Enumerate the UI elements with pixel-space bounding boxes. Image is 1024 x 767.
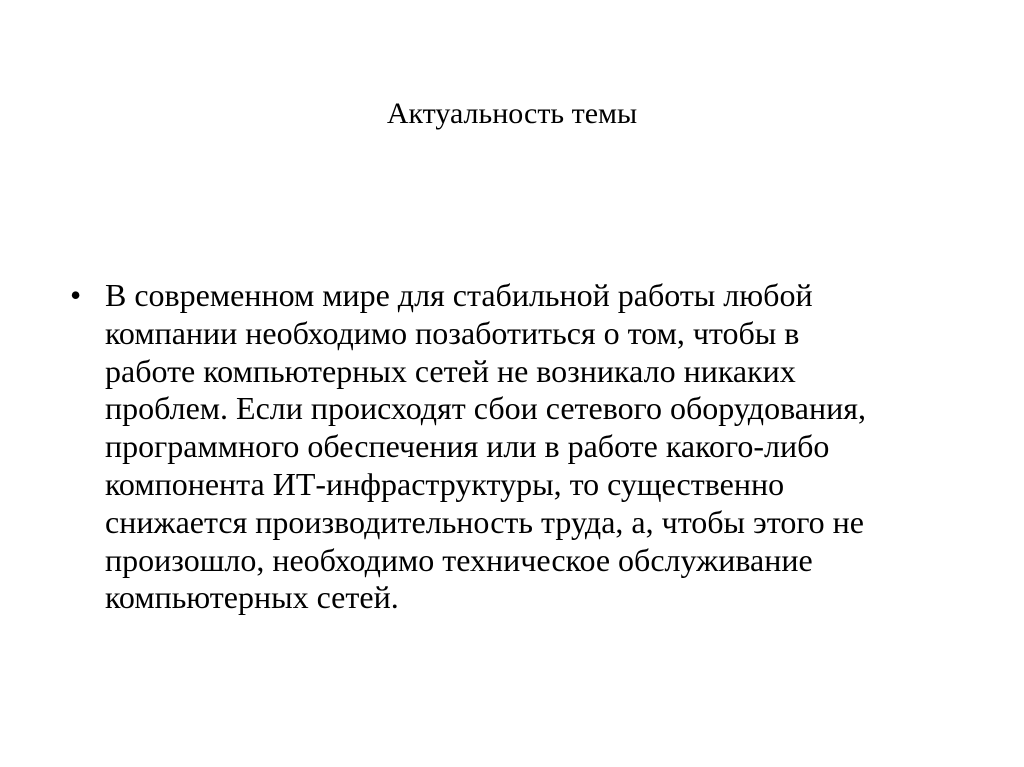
bullet-text-line-8: произошло, необходимо техническое обслуживание xyxy=(105,541,813,578)
bullet-list xyxy=(70,277,930,617)
bullet-item xyxy=(70,277,930,617)
bullet-text-line-3: работе компьютерных сетей не возникало никаких xyxy=(105,352,796,389)
bullet-text-line-4: проблем. Если происходят сбои сетевого оборудования, xyxy=(105,390,866,427)
bullet-dot-icon: • xyxy=(70,277,82,313)
bullet-text-line-7: снижается производительность труда, а, чтобы этого не xyxy=(105,503,864,540)
slide-title: Актуальность темы xyxy=(386,97,638,130)
bullet-text-line-9: компьютерных сетей. xyxy=(105,579,399,616)
bullet-text-line-2: компании необходимо позаботиться о том, чтобы в xyxy=(105,314,800,351)
bullet-text-line-5: программного обеспечения или в работе какого-либо xyxy=(105,428,830,465)
bullet-text-line-6: компонента ИТ-инфраструктуры, то существенно xyxy=(105,465,785,502)
bullet-text-line-1: В современном мире для стабильной работы любой xyxy=(105,277,813,313)
